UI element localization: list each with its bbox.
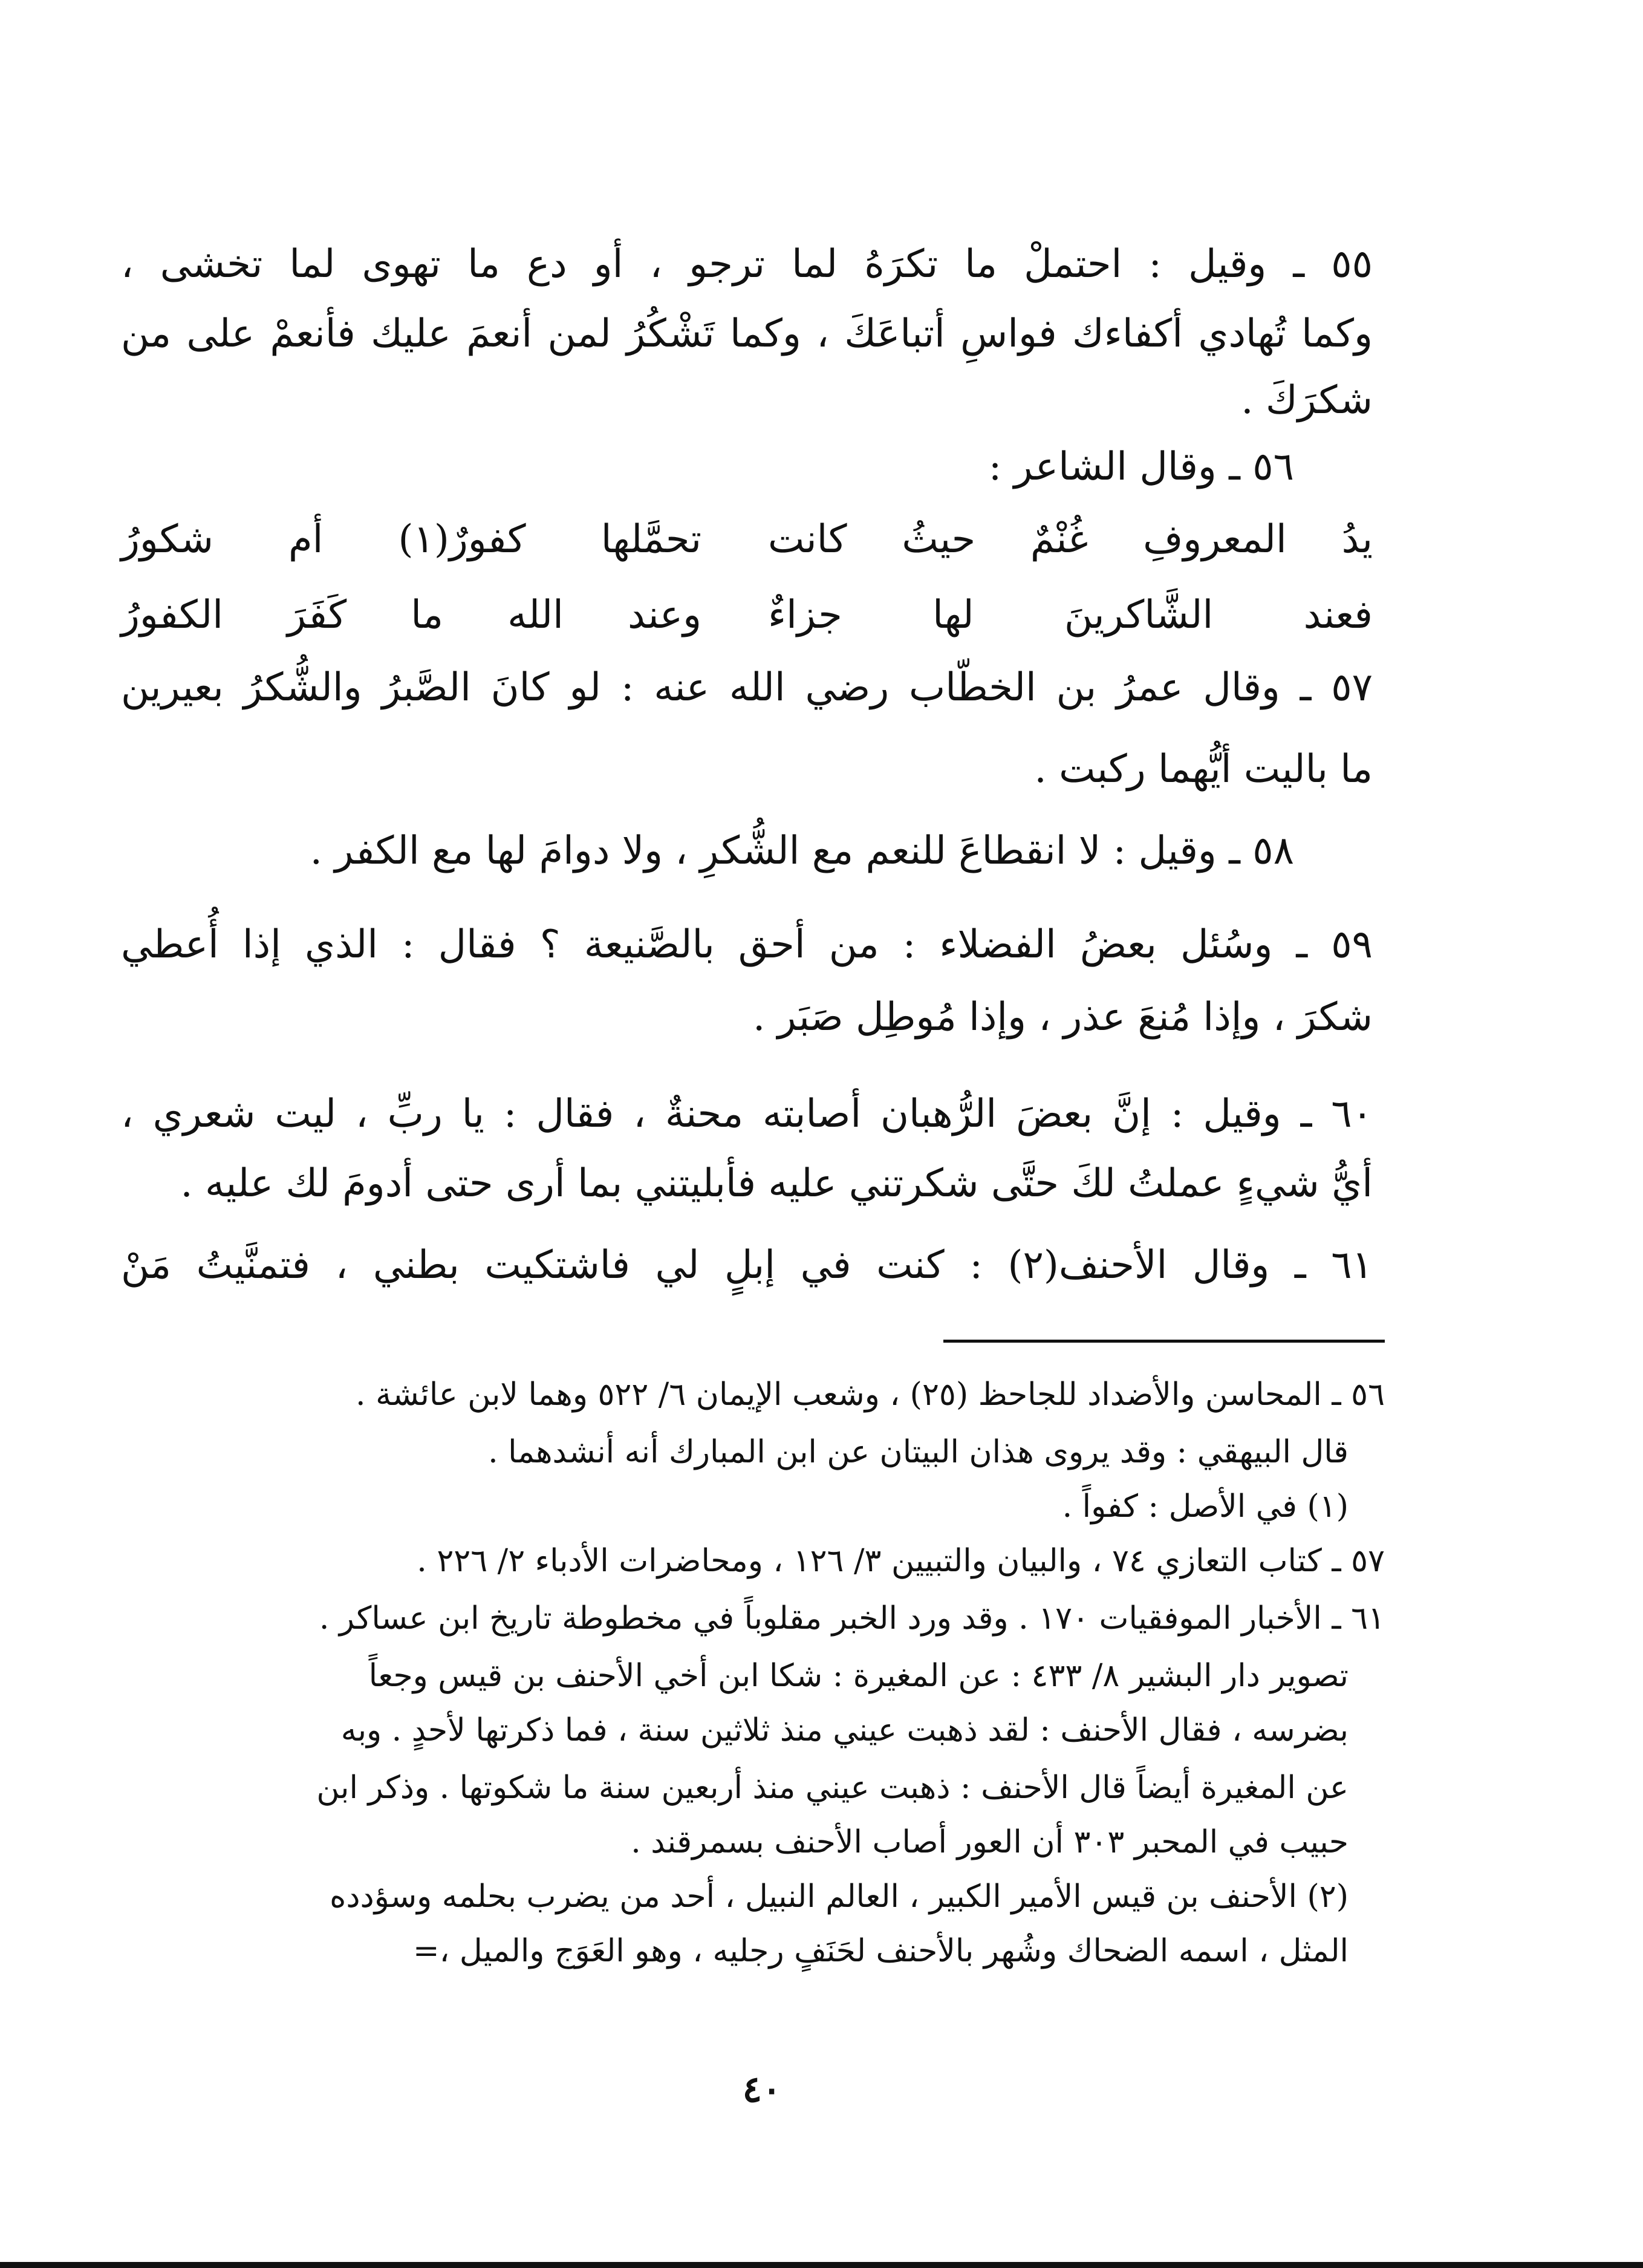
footnote-line: بضرسه ، فقال الأحنف : لقد ذهبت عيني منذ ثلاثين سنة ، فما ذكرتها لأحدٍ . وبه <box>340 1712 1349 1748</box>
poem-hemistich: فعند الشَّاكرينَ لها جزاءٌ <box>768 593 1373 637</box>
main-line: أيُّ شيءٍ عملتُ لكَ حتَّى شكرتني عليه فأبليتني بما أرى حتى أدومَ لك عليه . <box>180 1161 1373 1206</box>
main-line: ما باليت أيُّهما ركبت . <box>1034 747 1373 792</box>
main-line: ٥٦ ـ وقال الشاعر : <box>988 445 1294 489</box>
bottom-edge-line <box>0 2262 1643 2268</box>
footnote-line: (١) في الأصل : كفواً . <box>1062 1488 1349 1525</box>
main-line: شكرَ ، وإذا مُنعَ عذر ، وإذا مُوطِل صَبَر . <box>752 995 1373 1040</box>
main-line: ٥٩ ـ وسُئل بعضُ الفضلاء : من أحق بالصَّنيعة ؟ فقال : الذي إذا أُعطي <box>121 922 1373 967</box>
poem-hemistich: تحمَّلها كفورٌ(١) أم شكورُ <box>121 517 702 562</box>
footnote-line: حبيب في المحبر ٣٠٣ أن العور أصاب الأحنف بسمرقند . <box>631 1824 1349 1860</box>
footnote-line: ٥٦ ـ المحاسن والأضداد للجاحظ (٢٥) ، وشعب الإيمان ٦/ ٥٢٢ وهما لابن عائشة . <box>356 1377 1385 1413</box>
footnote-line: المثل ، اسمه الضحاك وشُهر بالأحنف لحَنَفٍ رجليه ، وهو العَوَج والميل ،= <box>413 1933 1349 1969</box>
footnote-line: ٥٧ ـ كتاب التعازي ٧٤ ، والبيان والتبيين ٣/ ١٢٦ ، ومحاضرات الأدباء ٢/ ٢٢٦ . <box>417 1543 1385 1579</box>
main-line: ٦٠ ـ وقيل : إنَّ بعضَ الرُّهبان أصابته محنةٌ ، فقال : يا ربِّ ، ليت شعري ، <box>121 1092 1373 1136</box>
poem-hemistich: وعند الله ما كَفَرَ الكفورُ <box>121 593 701 637</box>
main-line: ٥٥ ـ وقيل : احتملْ ما تكرَهُ لما ترجو ، أو دع ما تهوى لما تخشى ، <box>121 242 1373 287</box>
main-line: وكما تُهادي أكفاءك فواسِ أتباعَكَ ، وكما تَشْكُرُ لمن أنعمَ عليك فأنعمْ على من <box>121 311 1373 356</box>
main-line: شكرَكَ . <box>1241 378 1373 423</box>
main-line: ٥٧ ـ وقال عمرُ بن الخطّاب رضي الله عنه : لو كانَ الصَّبرُ والشُّكرُ بعيرين <box>121 665 1373 710</box>
main-line: ٦١ ـ وقال الأحنف(٢) : كنت في إبلٍ لي فاشتكيت بطني ، فتمنَّيتُ مَنْ <box>121 1243 1373 1288</box>
footnote-line: تصوير دار البشير ٨/ ٤٣٣ : عن المغيرة : شكا ابن أخي الأحنف بن قيس وجعاً <box>368 1658 1349 1694</box>
main-line: ٥٨ ـ وقيل : لا انقطاعَ للنعم مع الشُّكرِ ، ولا دوامَ لها مع الكفر . <box>310 829 1294 873</box>
footnote-line: قال البيهقي : وقد يروى هذان البيتان عن ابن المبارك أنه أنشدهما . <box>488 1434 1349 1470</box>
poem-hemistich: يدُ المعروفِ غُنْمٌ حيثُ كانت <box>768 517 1373 562</box>
footnote-line: ٦١ ـ الأخبار الموفقيات ١٧٠ . وقد ورد الخبر مقلوباً في مخطوطة تاريخ ابن عساكر . <box>319 1600 1385 1637</box>
footnote-line: (٢) الأحنف بن قيس الأمير الكبير ، العالم النبيل ، أحد من يضرب بحلمه وسؤدده <box>330 1879 1349 1915</box>
footnotes <box>151 0 1385 1996</box>
footnote-line: عن المغيرة أيضاً قال الأحنف : ذهبت عيني منذ أربعين سنة ما شكوتها . وذكر ابن <box>316 1770 1349 1806</box>
page-number: ٤٠ <box>742 2068 782 2111</box>
